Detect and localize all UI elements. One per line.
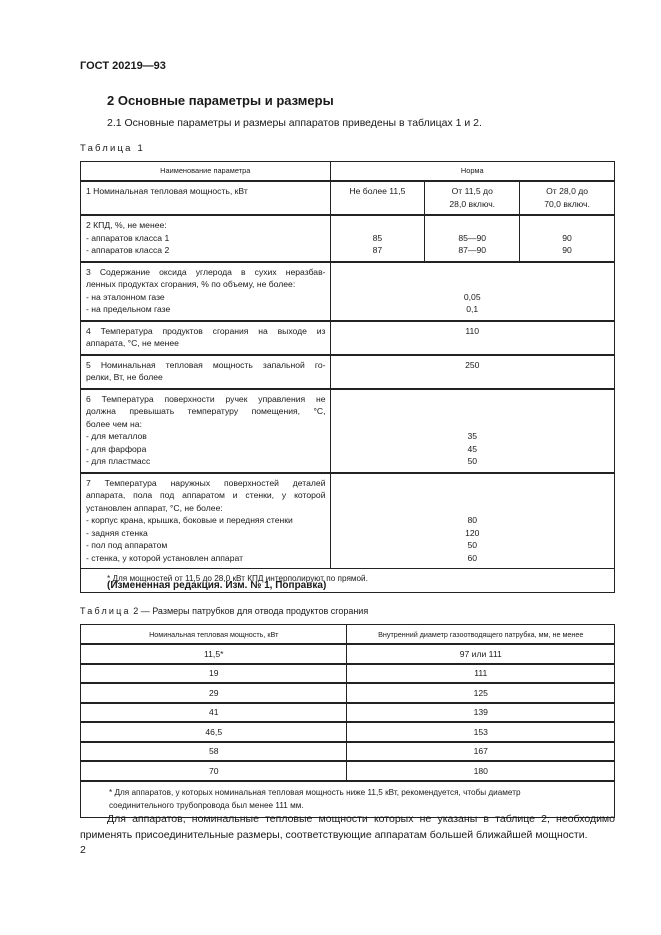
- table-row: 7 Температура наружных поверхностей деталей аппарата, пола под аппаратом и стенки, у которой установлен аппарат, °С, не более: - корпус крана, крышка, боковые и передняя стенки - задняя стенка - пол под аппаратом - стенка, у которой установлен аппарат 80 120 50 60: [81, 473, 615, 569]
- amendment-note: (Измененная редакция. Изм. № 1, Поправка): [107, 580, 327, 591]
- table-row: 11,5* 97 или 111: [81, 644, 615, 664]
- table1-col-norm: Норма: [330, 162, 615, 182]
- table-row: 46,5 153: [81, 722, 615, 742]
- table2-note: * Для аппаратов, у которых номинальная тепловая мощность ниже 11,5 кВт, рекомендуется, чтобы диаметр соединительного трубопровода был менее 111 мм.: [81, 781, 615, 818]
- table1-col-param: Наименование параметра: [81, 162, 331, 182]
- table2-col-diameter: Внутренний диаметр газоотводящего патрубка, мм, не менее: [347, 625, 615, 645]
- table1-header-row: [81, 162, 615, 182]
- table2-caption: Таблица 2 — Размеры патрубков для отвода продуктов сгорания: [80, 606, 369, 616]
- table2: [80, 624, 615, 818]
- table2-col-power: Номинальная тепловая мощность, кВт: [81, 625, 347, 645]
- table-row: 41 139: [81, 703, 615, 723]
- table-row: 19 111: [81, 664, 615, 684]
- table-row: 58 167: [81, 742, 615, 762]
- final-paragraph: Для аппаратов, номинальные тепловые мощности которых не указаны в таблице 2, необходимо применять присоединительные размеры, соответствующие аппаратам большей ближайшей мощности.: [80, 813, 615, 841]
- table1-caption: Таблица 1: [80, 143, 145, 154]
- table-row: 3 Содержание оксида углерода в сухих неразбав- ленных продуктах сгорания, % по объему, не более: - на эталонном газе - на предельном газе 0,05 0,1: [81, 262, 615, 321]
- table-row: 2 КПД, %, не менее: - аппаратов класса 1 - аппаратов класса 2 85 87 85—90 87—90 90 90: [81, 215, 615, 262]
- intro-paragraph: 2.1 Основные параметры и размеры аппаратов приведены в таблицах 1 и 2.: [107, 117, 482, 129]
- document-header: ГОСТ 20219—93: [80, 60, 166, 72]
- table-row: 1 Номинальная тепловая мощность, кВт Не более 11,5 От 11,5 до 28,0 включ. От 28,0 до 70,0 включ.: [81, 181, 615, 215]
- table-row: 70 180: [81, 761, 615, 781]
- page-number: 2: [80, 844, 86, 856]
- table-row: 5 Номинальная тепловая мощность запальной го- релки, Вт, не более 250: [81, 355, 615, 389]
- section-title: 2 Основные параметры и размеры: [107, 93, 334, 108]
- table-row: 6 Температура поверхности ручек управления не должна превышать температуру помещения, °С, более чем на: - для металлов - для фарфора - для пластмасс 35 45 50: [81, 389, 615, 473]
- table1: [80, 161, 615, 593]
- table1-note: * Для мощностей от 11,5 до 28,0 кВт КПД интерполируют по прямой.: [81, 569, 615, 593]
- table2-header-row: [81, 625, 615, 645]
- table-row: 4 Температура продуктов сгорания на выходе из аппарата, °С, не менее 110: [81, 321, 615, 355]
- table-row: 29 125: [81, 683, 615, 703]
